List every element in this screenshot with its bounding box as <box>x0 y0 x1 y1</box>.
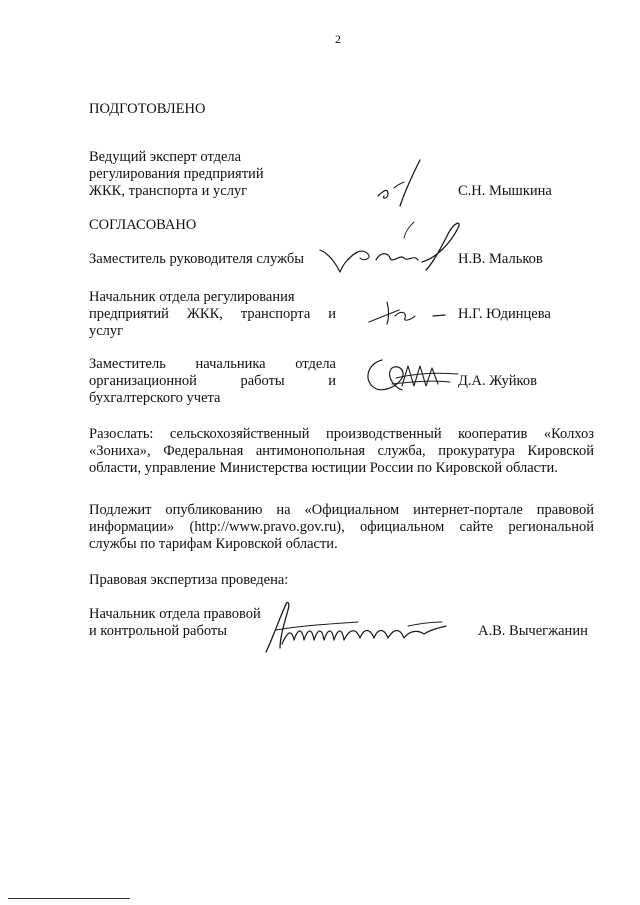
page-number: 2 <box>335 32 341 46</box>
signer-2-name: Н.Г. Юдинцева <box>458 306 551 322</box>
signature-yudintseva <box>365 298 455 328</box>
footnote-rule <box>8 898 130 899</box>
distribution-list: Разослать: сельскохозяйственный производственный кооператив «Колхоз «Зониха», Федеральная антимонопольная служба, прокуратура Кировской области, управление Министерства юстиции России по Кировской области. <box>89 426 594 476</box>
signature-malkov <box>318 218 468 288</box>
legal-review-statement: Правовая экспертиза проведена: <box>89 572 289 588</box>
signer-1-name: Н.В. Мальков <box>458 251 543 267</box>
signer-3-name: Д.А. Жуйков <box>458 373 537 389</box>
signer-3-position-line-3: бухгалтерского учета <box>89 390 221 406</box>
signature-zhuikov <box>362 356 462 400</box>
prepared-signer-name: С.Н. Мышкина <box>458 183 552 199</box>
legal-review-position-line-1: Начальник отдела правовой <box>89 606 261 622</box>
signature-myshkina <box>370 158 430 213</box>
prepared-position-line-1: Ведущий эксперт отдела <box>89 149 242 165</box>
signer-2-position-line-1: Начальник отдела регулирования <box>89 289 295 305</box>
publication-note: Подлежит опубликованию на «Официальном интернет-портале правовой информации» (http://www.pravo.gov.ru), официальном сайте региональной службы по тарифам Кировской области. <box>89 502 594 552</box>
signer-1-position: Заместитель руководителя службы <box>89 251 305 267</box>
legal-review-position-line-2: и контрольной работы <box>89 623 227 639</box>
signer-3-position-line-1: Заместитель начальника отдела <box>89 356 336 372</box>
prepared-heading: ПОДГОТОВЛЕНО <box>89 101 206 117</box>
prepared-position-line-3: ЖКК, транспорта и услуг <box>89 183 248 199</box>
signer-2-position-line-2: предприятий ЖКК, транспорта и <box>89 306 336 322</box>
signer-3-position-line-2: организационной работы и <box>89 373 336 389</box>
agreed-heading: СОГЛАСОВАНО <box>89 217 197 233</box>
signer-2-position-line-3: услуг <box>89 323 124 339</box>
signature-vychegzhanin <box>258 600 458 660</box>
legal-review-signer-name: А.В. Вычегжанин <box>478 623 588 639</box>
prepared-position-line-2: регулирования предприятий <box>89 166 264 182</box>
